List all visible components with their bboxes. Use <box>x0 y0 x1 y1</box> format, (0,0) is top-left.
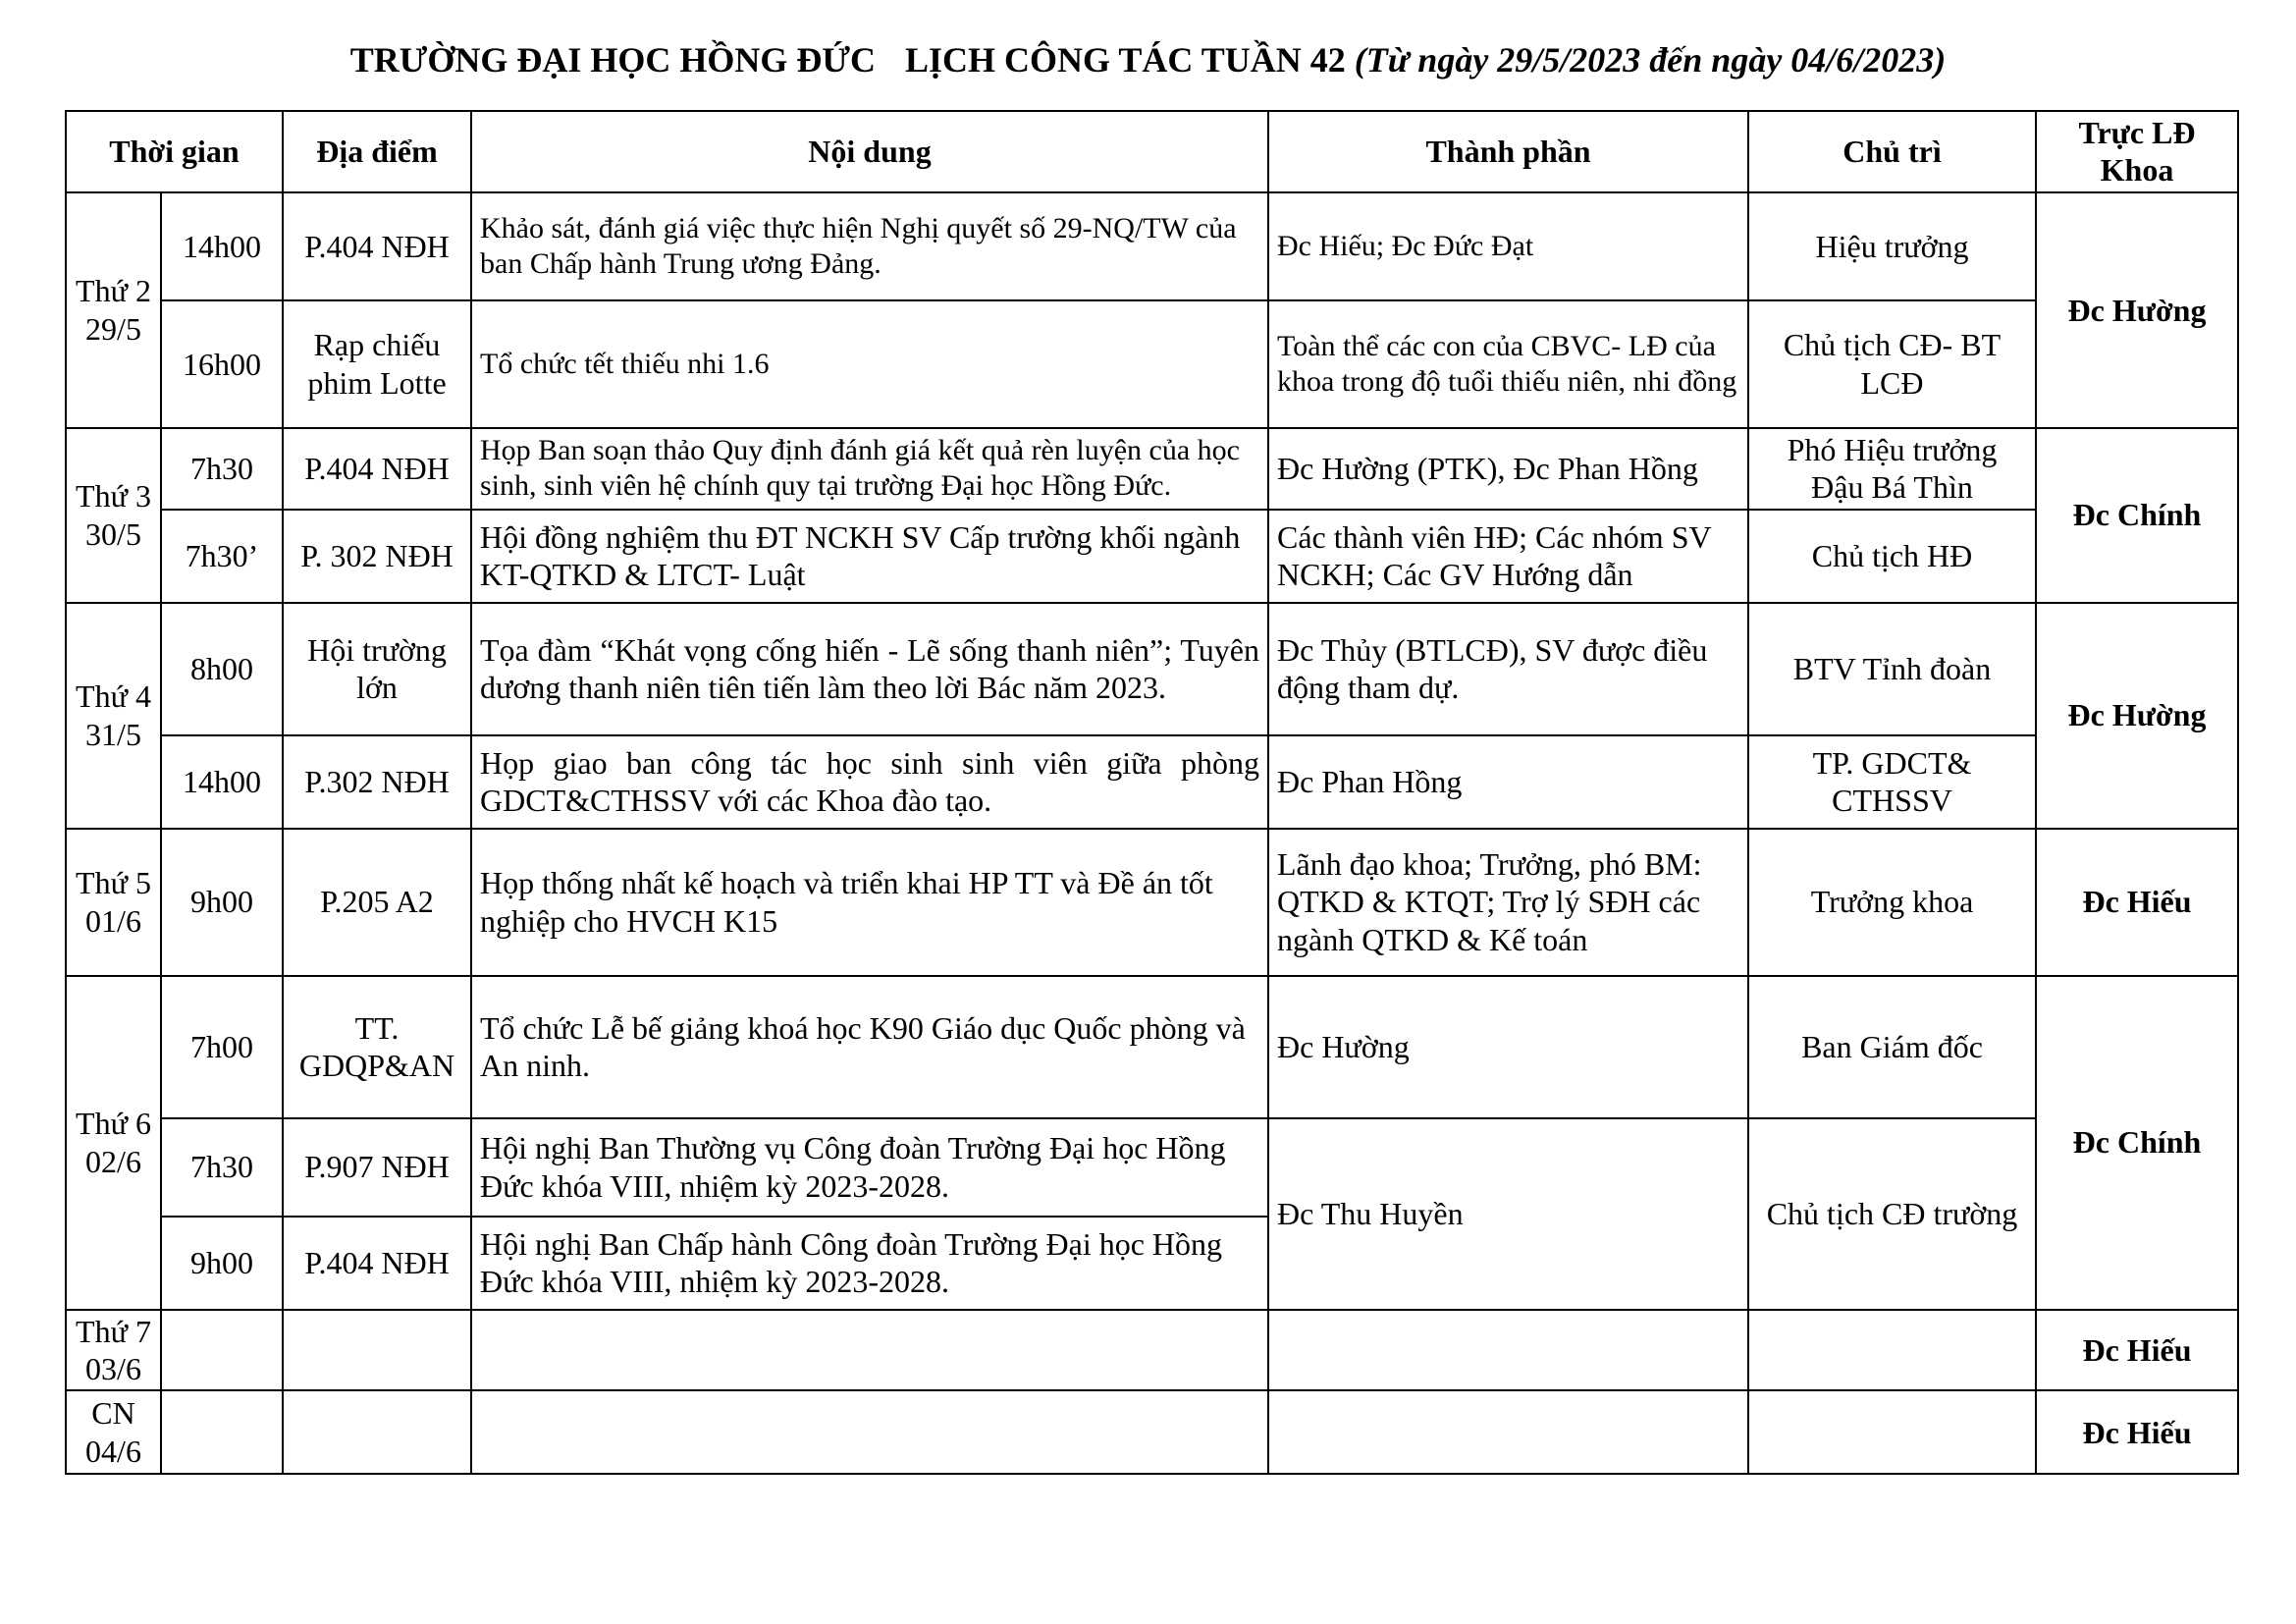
day-cell: Thứ 5 01/6 <box>66 829 161 976</box>
duty-cell: Đc Hường <box>2036 192 2238 428</box>
place-cell: Rạp chiếu phim Lotte <box>283 300 471 428</box>
chair-cell: Chủ tịch CĐ trường <box>1748 1118 2036 1310</box>
page-header <box>0 39 2296 81</box>
col-header-chair: Chủ trì <box>1748 111 2036 192</box>
content-cell: Tổ chức tết thiếu nhi 1.6 <box>471 300 1268 428</box>
time-cell: 14h00 <box>161 192 283 300</box>
duty-cell: Đc Hiếu <box>2036 829 2238 976</box>
time-cell: 16h00 <box>161 300 283 428</box>
day-cell: Thứ 4 31/5 <box>66 603 161 829</box>
chair-cell: Phó Hiệu trưởng Đậu Bá Thìn <box>1748 428 2036 510</box>
empty-cell <box>283 1390 471 1474</box>
duty-cell: Đc Chính <box>2036 428 2238 603</box>
empty-cell <box>471 1390 1268 1474</box>
place-cell: Hội trường lớn <box>283 603 471 735</box>
table-row <box>66 428 2238 510</box>
participants-cell: Đc Thủy (BTLCĐ), SV được điều động tham dự. <box>1268 603 1748 735</box>
duty-cell: Đc Hường <box>2036 603 2238 829</box>
table-row <box>66 510 2238 603</box>
table-row <box>66 1390 2238 1474</box>
schedule-title: LỊCH CÔNG TÁC TUẦN 42 <box>905 40 1346 80</box>
col-header-duty: Trực LĐ Khoa <box>2036 111 2238 192</box>
empty-cell <box>471 1310 1268 1391</box>
table-row <box>66 603 2238 735</box>
content-cell: Hội nghị Ban Thường vụ Công đoàn Trường Đại học Hồng Đức khóa VIII, nhiệm kỳ 2023-2028. <box>471 1118 1268 1217</box>
empty-cell <box>161 1310 283 1391</box>
content-cell: Hội nghị Ban Chấp hành Công đoàn Trường Đại học Hồng Đức khóa VIII, nhiệm kỳ 2023-2028. <box>471 1217 1268 1310</box>
chair-cell: BTV Tỉnh đoàn <box>1748 603 2036 735</box>
time-cell: 9h00 <box>161 829 283 976</box>
participants-cell: Các thành viên HĐ; Các nhóm SV NCKH; Các GV Hướng dẫn <box>1268 510 1748 603</box>
content-cell: Họp thống nhất kế hoạch và triển khai HP TT và Đề án tốt nghiệp cho HVCH K15 <box>471 829 1268 976</box>
participants-cell: Đc Hiếu; Đc Đức Đạt <box>1268 192 1748 300</box>
empty-cell <box>1748 1310 2036 1391</box>
chair-cell: Ban Giám đốc <box>1748 976 2036 1118</box>
content-cell: Tọa đàm “Khát vọng cống hiến - Lẽ sống thanh niên”; Tuyên dương thanh niên tiên tiến làm theo lời Bác năm 2023. <box>471 603 1268 735</box>
place-cell: P.205 A2 <box>283 829 471 976</box>
col-header-time: Thời gian <box>66 111 283 192</box>
date-range: (Từ ngày 29/5/2023 đến ngày 04/6/2023) <box>1354 40 1947 80</box>
table-row <box>66 192 2238 300</box>
col-header-place: Địa điểm <box>283 111 471 192</box>
day-cell: CN 04/6 <box>66 1390 161 1474</box>
col-header-content: Nội dung <box>471 111 1268 192</box>
time-cell: 8h00 <box>161 603 283 735</box>
duty-cell: Đc Hiếu <box>2036 1390 2238 1474</box>
chair-cell: Chủ tịch CĐ- BT LCĐ <box>1748 300 2036 428</box>
empty-cell <box>283 1310 471 1391</box>
table-row <box>66 1310 2238 1391</box>
time-cell: 7h00 <box>161 976 283 1118</box>
time-cell: 9h00 <box>161 1217 283 1310</box>
content-cell: Tổ chức Lễ bế giảng khoá học K90 Giáo dục Quốc phòng và An ninh. <box>471 976 1268 1118</box>
day-cell: Thứ 3 30/5 <box>66 428 161 603</box>
table-row <box>66 1118 2238 1217</box>
content-cell: Họp giao ban công tác học sinh sinh viên giữa phòng GDCT&CTHSSV với các Khoa đào tạo. <box>471 735 1268 829</box>
duty-cell: Đc Chính <box>2036 976 2238 1310</box>
table-row <box>66 976 2238 1118</box>
chair-cell: Chủ tịch HĐ <box>1748 510 2036 603</box>
place-cell: P.404 NĐH <box>283 192 471 300</box>
col-header-participants: Thành phần <box>1268 111 1748 192</box>
duty-cell: Đc Hiếu <box>2036 1310 2238 1391</box>
participants-cell: Đc Hường <box>1268 976 1748 1118</box>
place-cell: P.907 NĐH <box>283 1118 471 1217</box>
place-cell: P.404 NĐH <box>283 428 471 510</box>
table-row <box>66 300 2238 428</box>
table-row <box>66 829 2238 976</box>
chair-cell: TP. GDCT& CTHSSV <box>1748 735 2036 829</box>
place-cell: P. 302 NĐH <box>283 510 471 603</box>
time-cell: 7h30’ <box>161 510 283 603</box>
table-row <box>66 735 2238 829</box>
place-cell: P.404 NĐH <box>283 1217 471 1310</box>
content-cell: Khảo sát, đánh giá việc thực hiện Nghị quyết số 29-NQ/TW của ban Chấp hành Trung ương Đảng. <box>471 192 1268 300</box>
schedule-table <box>65 110 2239 1475</box>
day-cell: Thứ 2 29/5 <box>66 192 161 428</box>
time-cell: 7h30 <box>161 1118 283 1217</box>
empty-cell <box>1268 1390 1748 1474</box>
empty-cell <box>1748 1390 2036 1474</box>
chair-cell: Trưởng khoa <box>1748 829 2036 976</box>
participants-cell: Đc Thu Huyền <box>1268 1118 1748 1310</box>
participants-cell: Toàn thể các con của CBVC- LĐ của khoa trong độ tuổi thiếu niên, nhi đồng <box>1268 300 1748 428</box>
chair-cell: Hiệu trưởng <box>1748 192 2036 300</box>
university-name: TRƯỜNG ĐẠI HỌC HỒNG ĐỨC <box>349 40 877 80</box>
participants-cell: Đc Hường (PTK), Đc Phan Hồng <box>1268 428 1748 510</box>
content-cell: Họp Ban soạn thảo Quy định đánh giá kết quả rèn luyện của học sinh, sinh viên hệ chính quy tại trường Đại học Hồng Đức. <box>471 428 1268 510</box>
table-header-row <box>66 111 2238 192</box>
place-cell: TT. GDQP&AN <box>283 976 471 1118</box>
place-cell: P.302 NĐH <box>283 735 471 829</box>
empty-cell <box>161 1390 283 1474</box>
participants-cell: Đc Phan Hồng <box>1268 735 1748 829</box>
time-cell: 14h00 <box>161 735 283 829</box>
content-cell: Hội đồng nghiệm thu ĐT NCKH SV Cấp trường khối ngành KT-QTKD & LTCT- Luật <box>471 510 1268 603</box>
time-cell: 7h30 <box>161 428 283 510</box>
day-cell: Thứ 7 03/6 <box>66 1310 161 1391</box>
day-cell: Thứ 6 02/6 <box>66 976 161 1310</box>
empty-cell <box>1268 1310 1748 1391</box>
participants-cell: Lãnh đạo khoa; Trưởng, phó BM: QTKD & KTQT; Trợ lý SĐH các ngành QTKD & Kế toán <box>1268 829 1748 976</box>
